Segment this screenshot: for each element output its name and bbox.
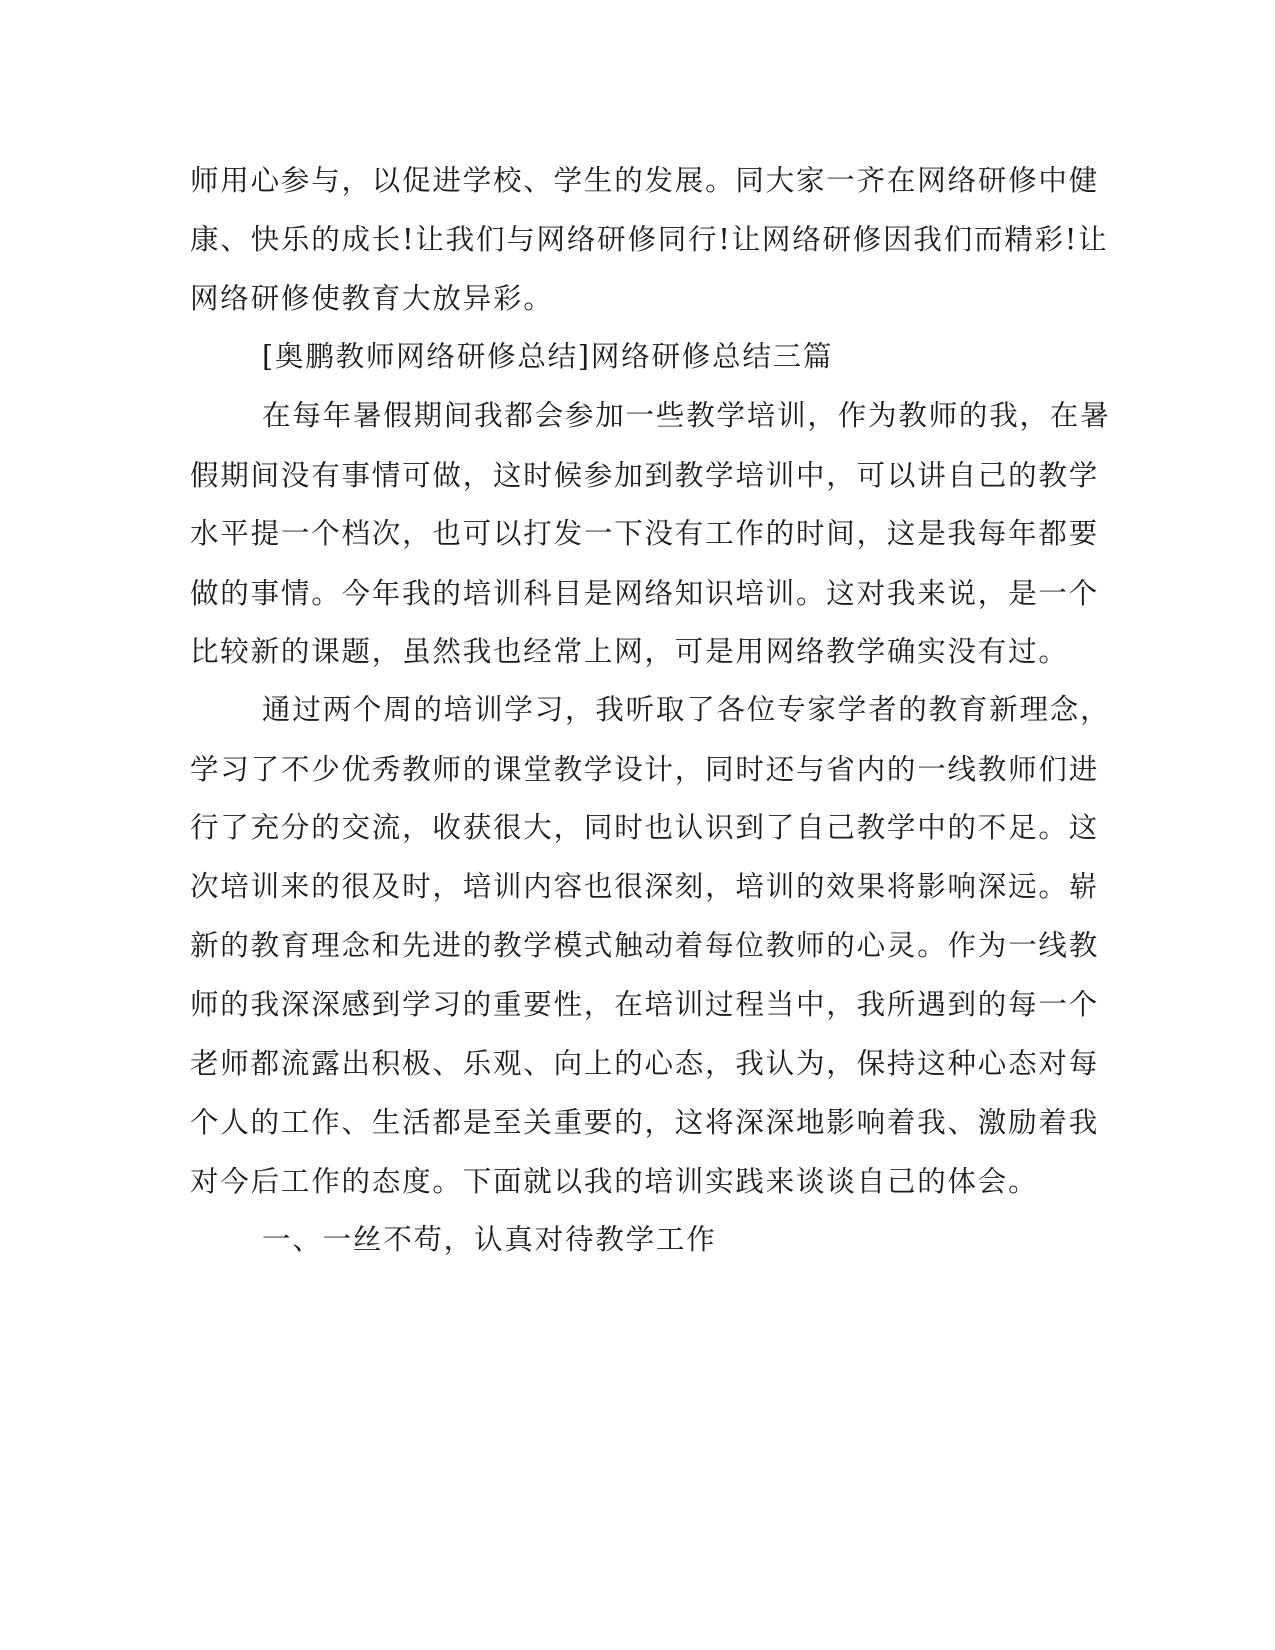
text-line: 做的事情。今年我的培训科目是网络知识培训。这对我来说，是一个 <box>190 577 1100 610</box>
text-line: 学习了不少优秀教师的课堂教学设计，同时还与省内的一线教师们进 <box>190 753 1100 786</box>
text-line: 假期间没有事情可做，这时候参加到教学培训中，可以讲自己的教学 <box>190 459 1100 492</box>
text-line: 师的我深深感到学习的重要性，在培训过程当中，我所遇到的每一个 <box>190 988 1100 1021</box>
text-line: 个人的工作、生活都是至关重要的，这将深深地影响着我、激励着我 <box>190 1106 1100 1139</box>
text-line: 在每年暑假期间我都会参加一些教学培训，作为教师的我，在暑 <box>262 399 1111 432</box>
text-line: 康、快乐的成长!让我们与网络研修同行!让网络研修因我们而精彩!让 <box>190 223 1109 256</box>
text-line: 行了充分的交流，收获很大，同时也认识到了自己教学中的不足。这 <box>190 811 1100 844</box>
text-line: 通过两个周的培训学习，我听取了各位专家学者的教育新理念， <box>262 693 1111 726</box>
text-line: 师用心参与，以促进学校、学生的发展。同大家一齐在网络研修中健 <box>190 164 1100 197</box>
text-line: 新的教育理念和先进的教学模式触动着每位教师的心灵。作为一线教 <box>190 929 1100 962</box>
text-line: 次培训来的很及时，培训内容也很深刻，培训的效果将影响深远。崭 <box>190 870 1100 903</box>
text-line: 对今后工作的态度。下面就以我的培训实践来谈谈自己的体会。 <box>190 1165 1039 1198</box>
text-line: 网络研修使教育大放异彩。 <box>190 282 554 315</box>
section-title: [奥鹏教师网络研修总结]网络研修总结三篇 <box>262 340 834 373</box>
section-heading: 一、一丝不苟，认真对待教学工作 <box>262 1223 717 1256</box>
text-line: 老师都流露出积极、乐观、向上的心态，我认为，保持这种心态对每 <box>190 1047 1100 1080</box>
text-line: 比较新的课题，虽然我也经常上网，可是用网络教学确实没有过。 <box>190 635 1069 668</box>
text-line: 水平提一个档次，也可以打发一下没有工作的时间，这是我每年都要 <box>190 517 1100 550</box>
